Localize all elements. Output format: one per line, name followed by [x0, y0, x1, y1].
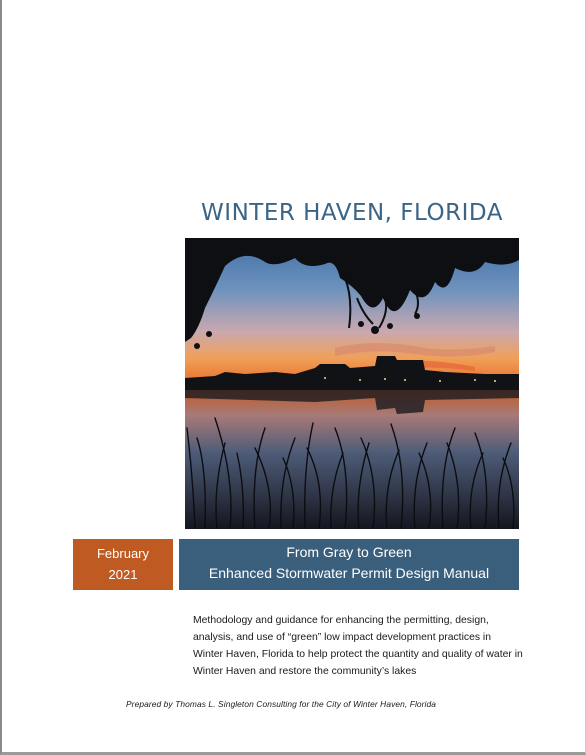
date-month: February — [96, 546, 150, 561]
banner-line-1: From Gray to Green — [286, 544, 412, 560]
banner-line-2: Enhanced Stormwater Permit Design Manual — [208, 565, 490, 581]
sunset-lake-photo — [185, 238, 519, 529]
cover-description: Methodology and guidance for enhancing the permitting, design, analysis, and use of “green” low impact development practices in Winter Haven, Florida to help protect the quantity and quality of water in Winter Haven and restore the community’s lakes — [193, 615, 523, 677]
prepared-by-footer: Prepared by Thomas L. Singleton Consulting for the City of Winter Haven, Florida — [126, 699, 437, 709]
date-year: 2021 — [108, 567, 138, 582]
title-banner — [179, 539, 519, 590]
date-box — [73, 539, 173, 590]
cover-title: WINTER HAVEN, FLORIDA — [201, 200, 503, 226]
